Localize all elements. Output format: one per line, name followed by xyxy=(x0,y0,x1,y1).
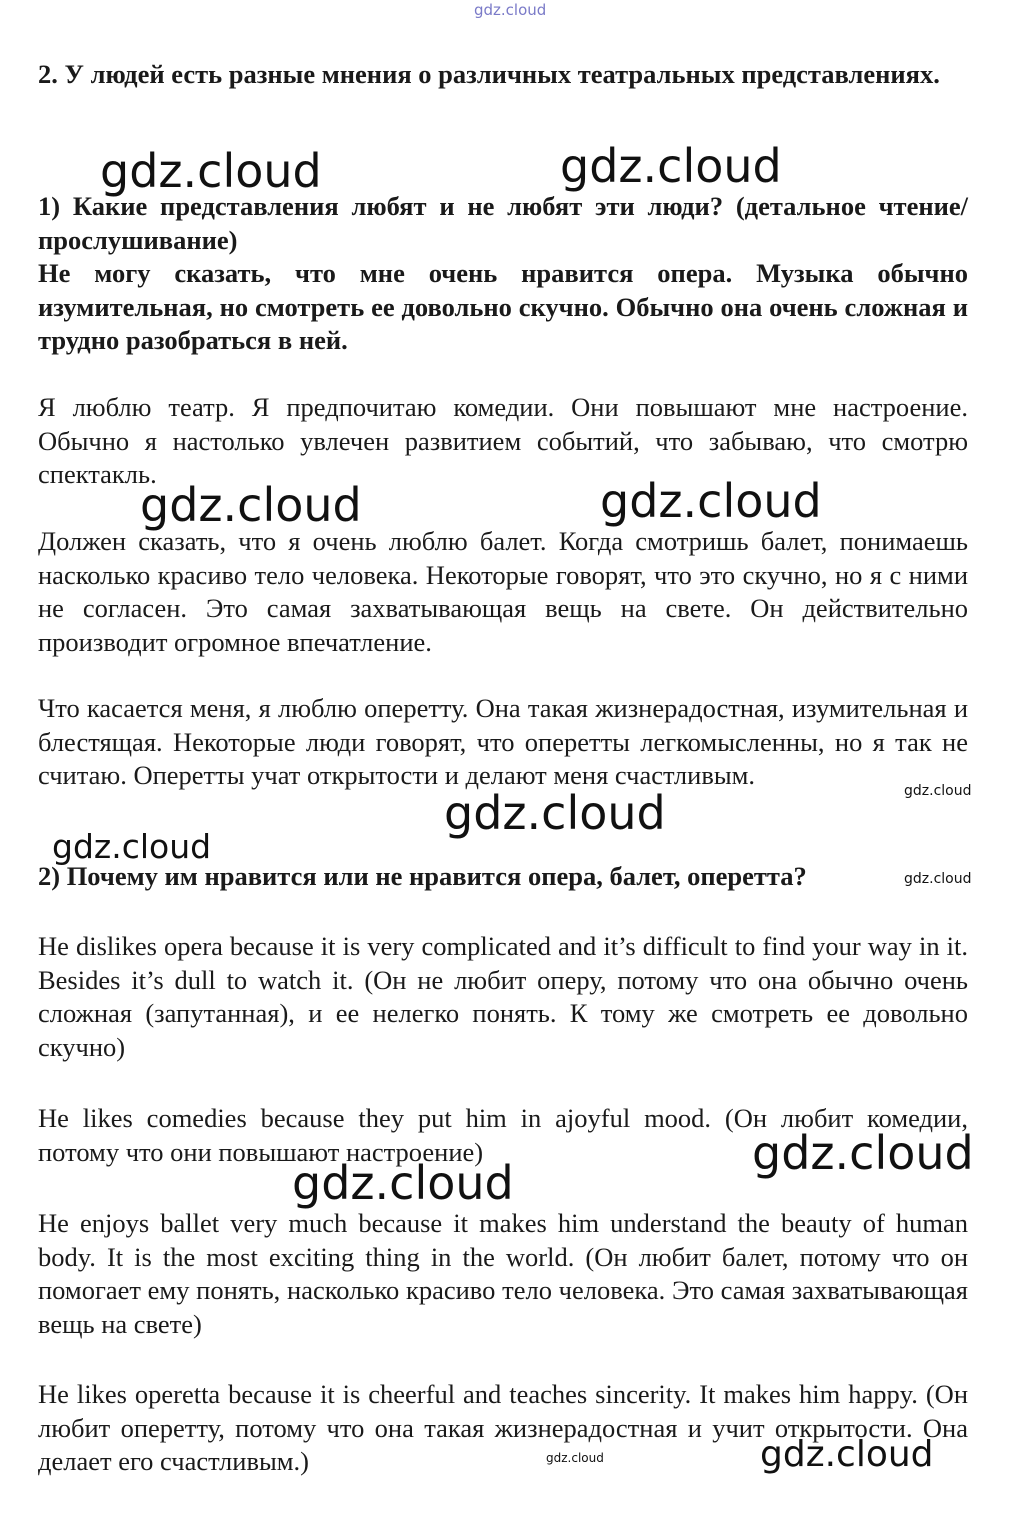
part2-paragraph-1: He dislikes opera because it is very complicated and it’s difficult to find your way in it. Besides it’s dull to watch it. (Он не любит оперу, потому что она обычно очень сложная (запутанная), и ее нелегко понять. К тому же смотреть ее довольно скучно) xyxy=(38,931,968,1062)
watermark: gdz.cloud xyxy=(474,1,547,19)
part1-paragraph-3: Что касается меня, я люблю оперетту. Она такая жизнерадостная, изумительная и блестящая. Некоторые люди говорят, что оперетты легкомысленны, но я так не считаю. Оперетты учат открытости и делают меня счастливым. xyxy=(38,693,968,790)
task-title: 2. У людей есть разные мнения о различных театральных представлениях. xyxy=(38,59,940,89)
part1-question: 1) Какие представления любят и не любят эти люди? (детальное чтение/прослушивание) xyxy=(38,191,968,255)
watermark: gdz.cloud xyxy=(140,478,362,532)
part1-paragraph-2: Должен сказать, что я очень люблю балет. Когда смотришь балет, понимаешь насколько красиво тело человека. Некоторые говорят, что это скучно, но я с ними не согласен. Это самая захватывающая вещь на свете. Он действительно производит огромное впечатление. xyxy=(38,526,968,657)
watermark: gdz.cloud xyxy=(444,786,666,840)
watermark: gdz.cloud xyxy=(52,827,212,866)
watermark: gdz.cloud xyxy=(600,474,822,528)
part2-paragraph-2: He likes comedies because they put him in ajoyful mood. (Он любит комедии, потому что они повышают настроение) xyxy=(38,1103,968,1167)
part2-paragraph-3: He enjoys ballet very much because it makes him understand the beauty of human body. It is the most exciting thing in the world. (Он любит балет, потому что он помогает ему понять, насколько красиво тело человека. Это самая захватывающая вещь на свете) xyxy=(38,1208,968,1339)
watermark: gdz.cloud xyxy=(292,1156,514,1210)
watermark: gdz.cloud xyxy=(546,1451,604,1465)
part1-answer-bold: Не могу сказать, что мне очень нравится опера. Музыка обычно изумительная, но смотреть ее довольно скучно. Обычно она очень сложная и трудно разобраться в ней. xyxy=(38,258,968,355)
watermark: gdz.cloud xyxy=(100,144,322,198)
part2-paragraph-4: He likes operetta because it is cheerful and teaches sincerity. It makes him happy. (Он любит оперетту, потому что она такая жизнерадостная и учит открытости. Она делает его счастливым.) xyxy=(38,1379,968,1476)
watermark: gdz.cloud xyxy=(760,1434,934,1475)
watermark: gdz.cloud xyxy=(904,871,972,887)
part1-paragraph-1: Я люблю театр. Я предпочитаю комедии. Они повышают мне настроение. Обычно я настолько увлечен развитием событий, что забываю, что смотрю спектакль. xyxy=(38,392,968,489)
part2-question: 2) Почему им нравится или не нравится опера, балет, оперетта? xyxy=(38,861,807,891)
watermark: gdz.cloud xyxy=(752,1126,974,1180)
watermark: gdz.cloud xyxy=(560,139,782,193)
watermark: gdz.cloud xyxy=(904,783,972,799)
